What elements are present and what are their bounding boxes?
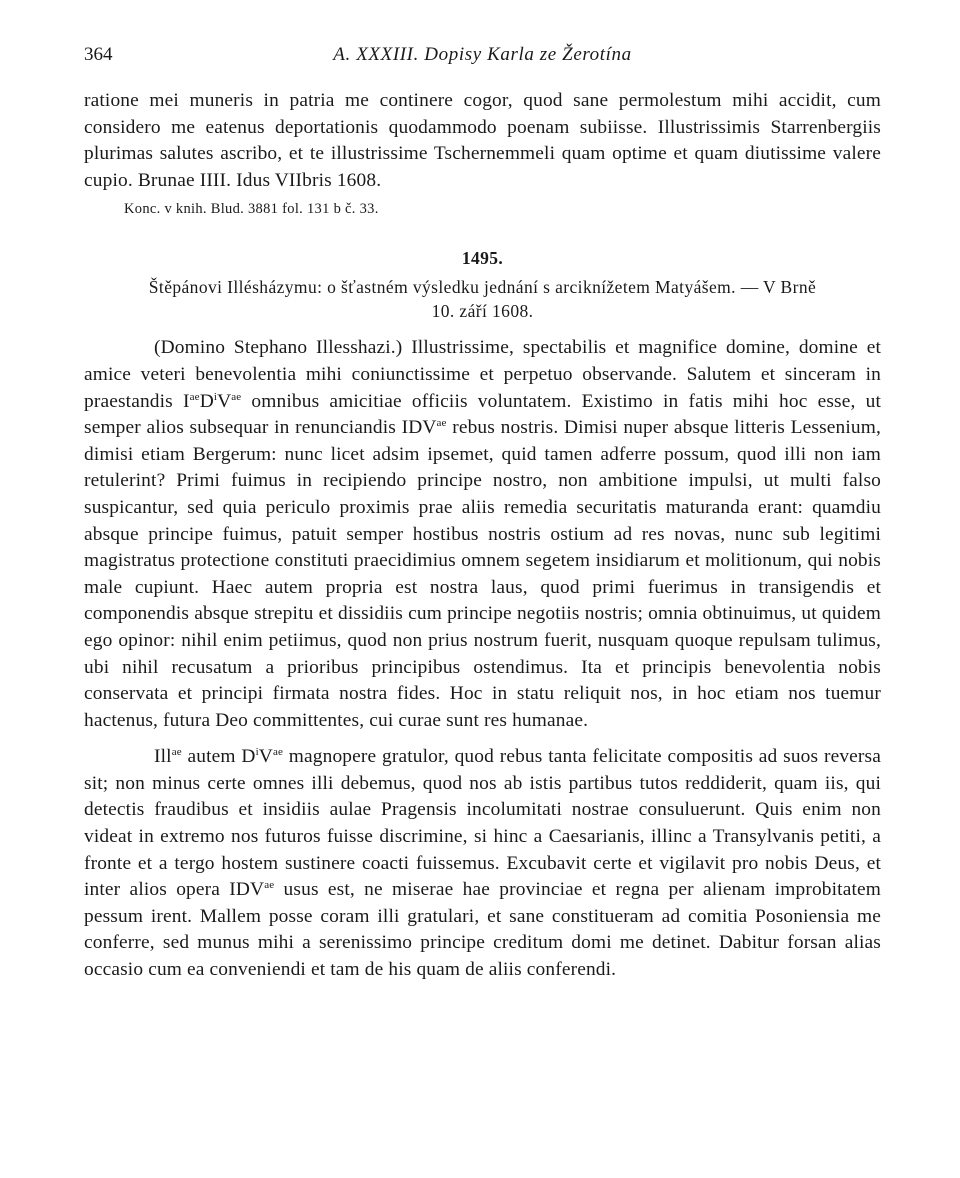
source-note: Konc. v knih. Blud. 3881 fol. 131 b č. 33.: [124, 201, 379, 218]
superscript: ae: [272, 746, 284, 759]
superscript: i: [213, 390, 218, 403]
superscript: ae: [231, 390, 242, 403]
continuation-paragraph: ratione mei muneris in patria me continere cogor, quod sane permolestum mihi accidit, cum considero me eatenus deportationis quodammodo poenam subiisse. Illustrissimis Starrenbergiis plurimas salutes ascribo, et te illustrissime Tschernemmeli quam optime et quam diutissime valere cupio. Brunae IIII. Idus VIIbris 1608.: [84, 90, 881, 191]
text-run: D: [199, 390, 214, 412]
letter-paragraph-1: [84, 335, 881, 734]
superscript: i: [255, 746, 259, 759]
page-header: [84, 40, 881, 70]
text-run: V: [217, 390, 232, 412]
superscript: ae: [264, 879, 275, 892]
text-run: usus est, ne miserae hae provinciae et regna per alienam improbitatem pessum irent. Mallem posse coram illi gratulari, et sane constitueram ad comitia Posoniensia me conferre, sed munus mihi a serenissimo principe creditum domi me detinet. Dabitur forsan alias occasio cum ea conveniendi et tam de his quam de aliis conferendi.: [84, 879, 881, 981]
document-heading-date: 10. září 1608.: [431, 301, 534, 322]
text-run: rebus nostris. Dimisi nuper absque litteris Lessenium, dimisi etiam Bergerum: nunc licet adsim ipsemet, quid tamen adferre possum, quod illi non iam retulerint? Primi fuimus in recipiendo principe nostro, non ambitione impulsi, ut multi falso suspicantur, sed quia periculo proximis prae aliis remedia securitatis maturanda erant: quamdiu absque principe fuimus, patuit semper hostibus nostris ostium ad res novas, nunc sub legitimi magistratus protectione constituti praecidimius omnem segetem insidiarum et molitionum, qui nobis male cupiunt. Haec autem propria est nostra laus, quod primi fuerimus in transigendis et componendis absque strepitu et dissidiis cum principe negotiis nostris; omnia obtinuimus, ut quidem ego opinor: nihil enim petiimus, quod non prius nostrum fuerit, nusquam quoque repulsam tulimus, ubi nihil recusatum a prioribus principibus ostendimus. Ita et principis benevolentia nobis conservata et principi firmata nostra fides. Hoc in statu reliquit nos, in hoc etiam nos tuemur hactenus, futura Deo committentes, cui curae sunt res humanae.: [84, 417, 881, 731]
superscript: ae: [436, 417, 447, 430]
document-heading: [84, 275, 881, 323]
superscript: ae: [189, 390, 200, 403]
text-run: Ill: [154, 746, 172, 768]
page-number: 364: [84, 44, 113, 65]
document-page: [84, 40, 881, 984]
text-run: omnibus amicitiae officiis voluntatem. Existimo in fatis mihi hoc esse, ut semper alios subsequar in renunciandis IDV: [84, 390, 881, 439]
text-run: (Domino Stephano Illesshazi.) Illustrissime, spectabilis et magnifice domine, domine et amice veteri benevolentia mihi coniunctissime et perpetuo observande. Salutem et sinceram in praestandis I: [84, 337, 881, 412]
superscript: ae: [171, 746, 182, 759]
letter-paragraph-2: [84, 744, 881, 983]
running-title: A. XXXIII. Dopisy Karla ze Žerotína: [333, 44, 632, 65]
text-run: V: [258, 746, 273, 768]
text-run: autem D: [181, 746, 256, 768]
text-run: magnopere gratulor, quod rebus tanta felicitate compositis ad suos reversa sit; non minus certe omnes illi debemus, quod nos ab istis partibus tutos reddiderit, quam iis, qui detectis fraudibus et insidiis aulae Pragensis incolumitati nostrae consuluerunt. Quis enim non videat in extremo nos futuros fuisse discrimine, si hinc a Caesarianis, illinc a Transylvanis petiti, a fronte et a tergo hostem sustinere coacti fuissemus. Excubavit certe et vigilavit pro nobis Deus, et inter alios opera IDV: [84, 746, 881, 901]
document-number: 1495.: [461, 248, 504, 269]
document-heading-line-1: Štěpánovi Illésházymu: o šťastném výsledku jednání s arciknížetem Matyášem. — V Brně: [148, 277, 817, 298]
